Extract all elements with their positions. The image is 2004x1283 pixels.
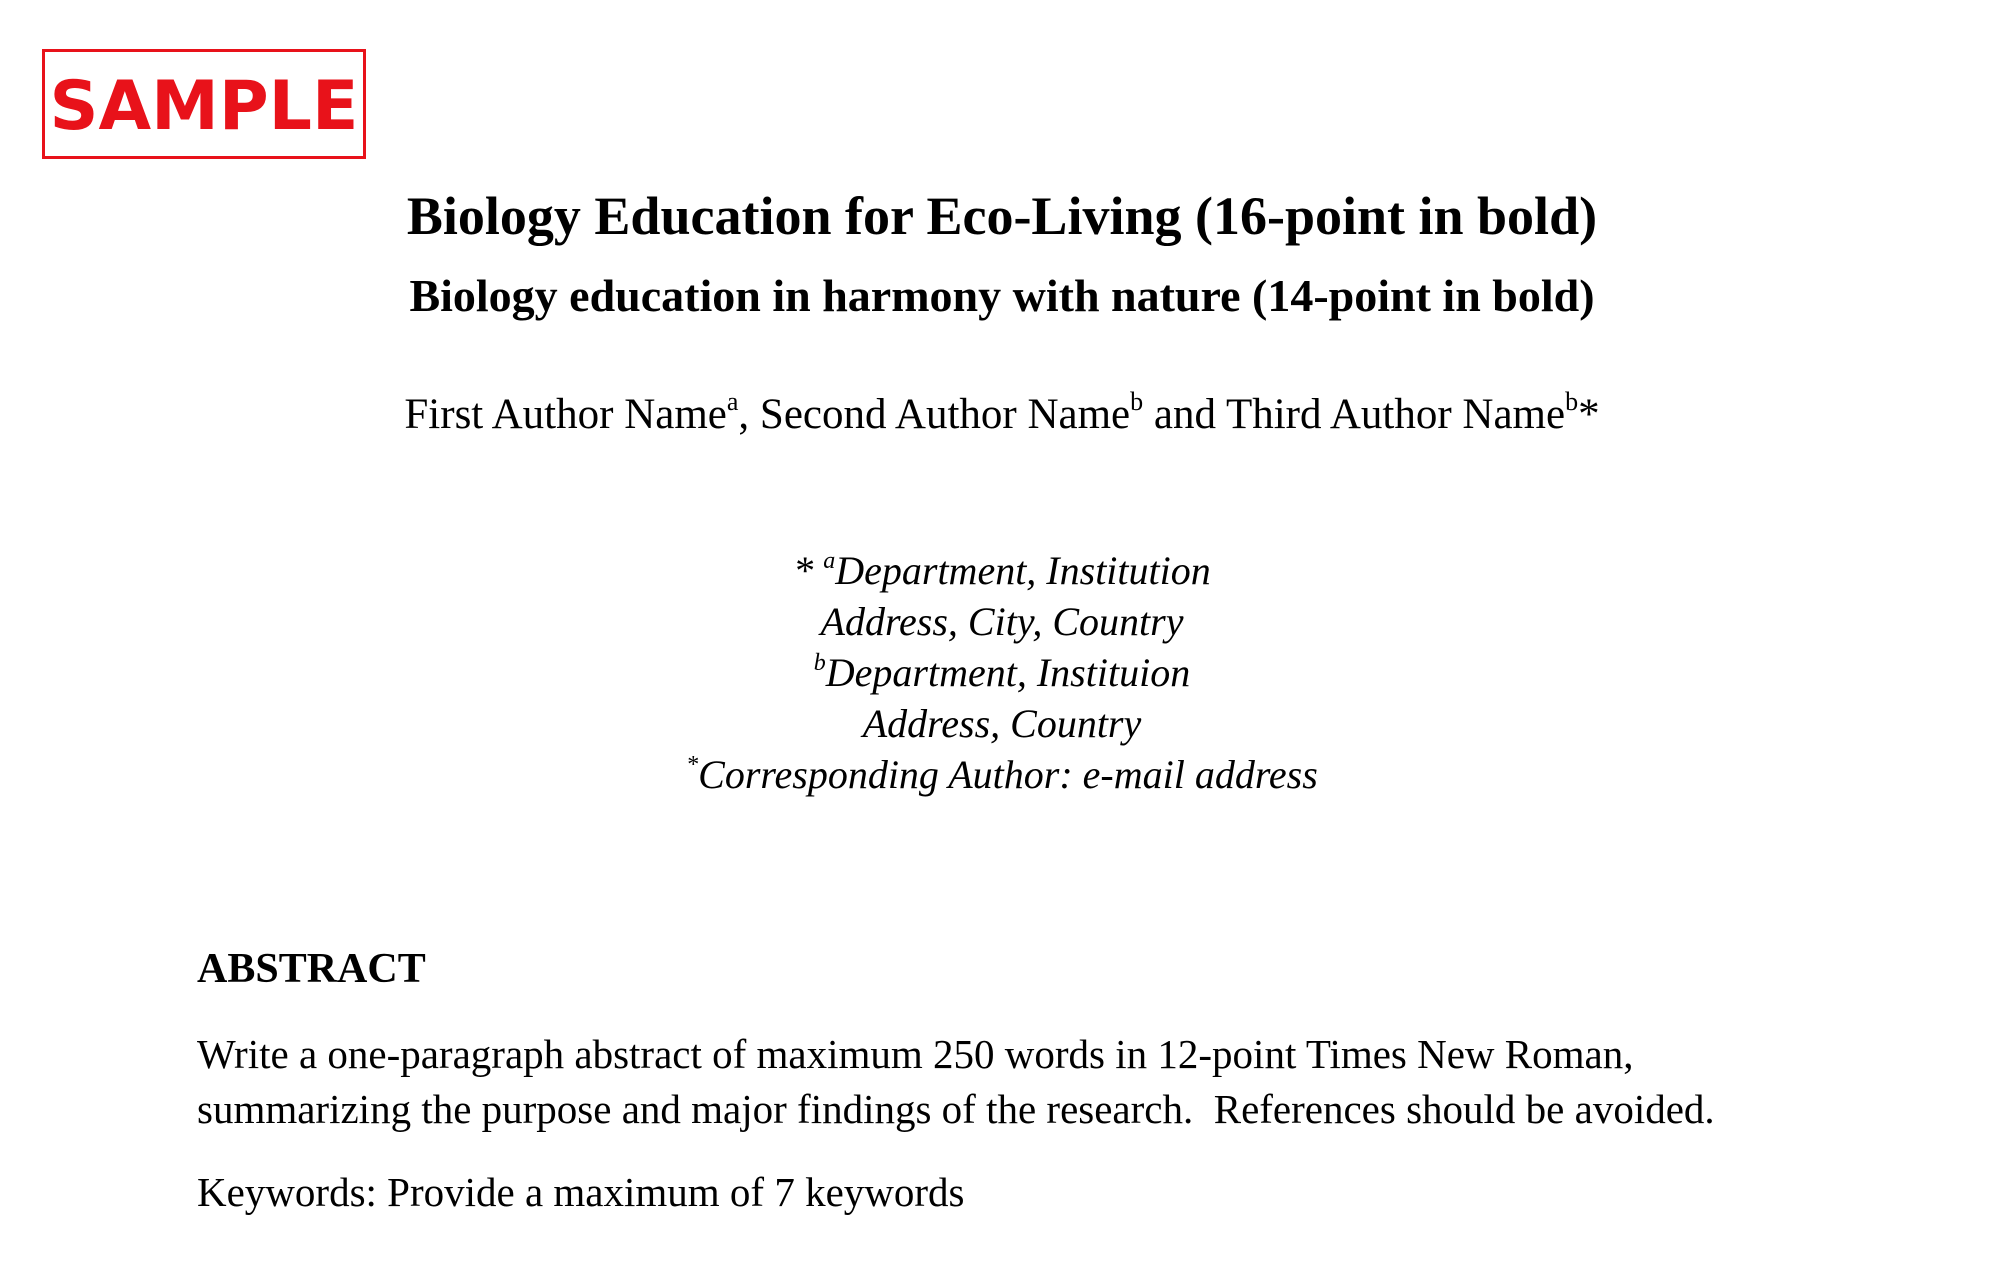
affiliation-text: Department, Instituion: [825, 650, 1191, 695]
author-third-affiliation-mark: b: [1565, 387, 1579, 416]
abstract-body-line: Write a one-paragraph abstract of maximum 250 words in 12-point Times New Roman,: [197, 1031, 1634, 1077]
corresponding-author-text: Corresponding Author: e-mail address: [698, 752, 1318, 797]
abstract-body: [197, 1027, 1897, 1137]
paper-subtitle: Biology education in harmony with nature (14-point in bold): [409, 270, 1595, 321]
author-separator-and: and: [1143, 391, 1226, 438]
corresponding-author-line: [0, 749, 2004, 800]
affiliation-address: Address, Country: [862, 701, 1142, 746]
sample-stamp: SAMPLE: [42, 49, 366, 159]
author-third-name: Third Author Name: [1225, 391, 1566, 438]
affiliation-block: [0, 545, 2004, 800]
author-list: [0, 388, 2004, 442]
author-second-affiliation-mark: b: [1130, 387, 1144, 416]
affiliation-mark: *: [686, 752, 699, 778]
affiliation-text: Department, Institution: [835, 548, 1211, 593]
affiliation-line: [0, 545, 2004, 596]
affiliation-prefix: *: [793, 548, 824, 593]
affiliation-address: Address, City, Country: [820, 599, 1184, 644]
corresponding-author-mark: *: [1578, 391, 1600, 438]
keywords-line: Keywords: Provide a maximum of 7 keywords: [197, 1169, 965, 1215]
abstract-body-line: summarizing the purpose and major findings of the research. References should be avoided.: [197, 1086, 1715, 1132]
author-first-name: First Author Name: [404, 391, 727, 438]
author-first-affiliation-mark: a: [726, 387, 739, 416]
abstract-heading: ABSTRACT: [197, 946, 426, 992]
affiliation-mark: b: [813, 650, 826, 676]
affiliation-line: [0, 647, 2004, 698]
paper-title: Biology Education for Eco-Living (16-point in bold): [406, 186, 1598, 246]
affiliation-mark: a: [823, 548, 836, 574]
author-second-name: Second Author Name: [759, 391, 1131, 438]
author-separator: ,: [738, 391, 760, 438]
